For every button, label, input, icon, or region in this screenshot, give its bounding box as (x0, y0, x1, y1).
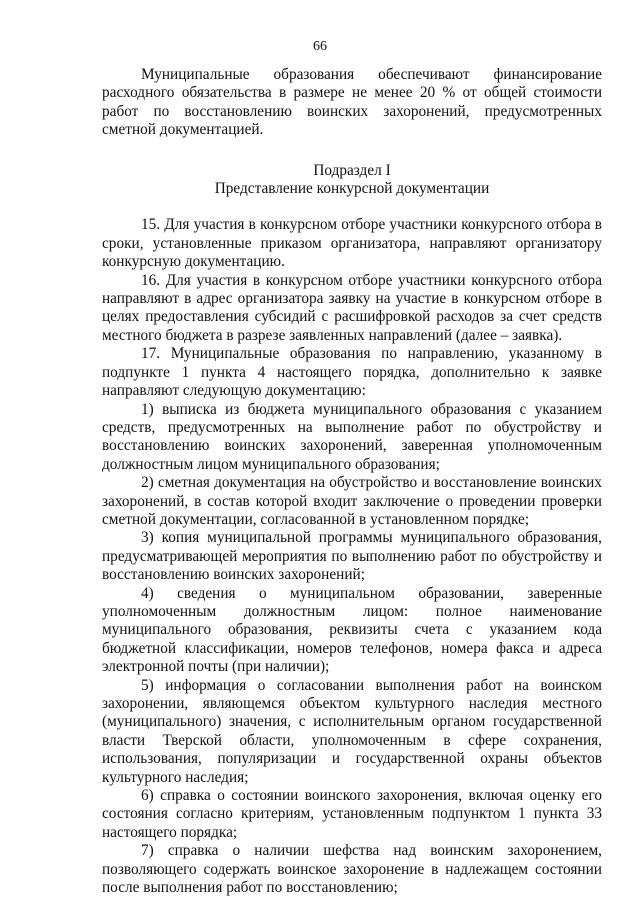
paragraph-15: 15. Для участия в конкурсном отборе участники конкурсного отбора в сроки, установленные приказом организатора, направляют организатору конкурсную документацию. (102, 216, 602, 271)
paragraph-17: 17. Муниципальные образования по направлению, указанному в подпункте 1 пункта 4 настоящего порядка, дополнительно к заявке направляют следующую документацию: (102, 345, 602, 400)
intro-paragraph: Муниципальные образования обеспечивают финансирование расходного обязательства в размере не менее 20 % от общей стоимости работ по восстановлению воинских захоронений, предусмотренных сметной документацией. (102, 66, 602, 139)
list-item-3: 3) копия муниципальной программы муниципального образования, предусматривающей мероприятия по выполнению работ по обустройству и восстановлению воинских захоронений; (102, 529, 602, 584)
paragraph-16: 16. Для участия в конкурсном отборе участники конкурсного отбора направляют в адрес организатора заявку на участие в конкурсном отборе в целях предоставления субсидий с расшифровкой расходов за счет средств местного бюджета в разрезе заявленных направлений (далее – заявка). (102, 271, 602, 344)
list-item-6: 6) справка о состоянии воинского захоронения, включая оценку его состояния согласно критериям, установленным подпунктом 1 пункта 33 настоящего порядка; (102, 787, 602, 841)
list-item-4: 4) сведения о муниципальном образовании, заверенные уполномоченным должностным лицом: полное наименование муниципального образования, реквизиты счета с указанием кода бюджетной классификации, номеров телефонов, номера факса и адреса электронной почты (при наличии); (102, 584, 602, 676)
document-body (102, 66, 602, 897)
subsection-title: Представление конкурсной документации (214, 180, 490, 198)
list-item-5: 5) информация о согласовании выполнения работ на воинском захоронении, являющемся объектом культурного наследия местного (муниципального) значения, с исполнительным органом государственной власти Тверской области, уполномоченным в сфере сохранения, использования, популяризации и государственной охраны объектов культурного наследия; (102, 676, 602, 786)
list-item-1: 1) выписка из бюджета муниципального образования с указанием средств, предусмотренных на выполнение работ по обустройству и восстановлению воинских захоронений, заверенная уполномоченным должностным лицом муниципального образования; (102, 400, 602, 473)
list-item-2: 2) сметная документация на обустройство и восстановление воинских захоронений, в состав которой входит заключение о проведении проверки сметной документации, согласованной в установленном порядке; (102, 474, 602, 528)
list-item-7: 7) справка о наличии шефства над воинским захоронением, позволяющего содержать воинское захоронение в надлежащем состоянии после выполнения работ по восстановлению; (102, 842, 602, 897)
subsection-label: Подраздел I (313, 161, 391, 179)
page-number: 66 (313, 39, 327, 54)
